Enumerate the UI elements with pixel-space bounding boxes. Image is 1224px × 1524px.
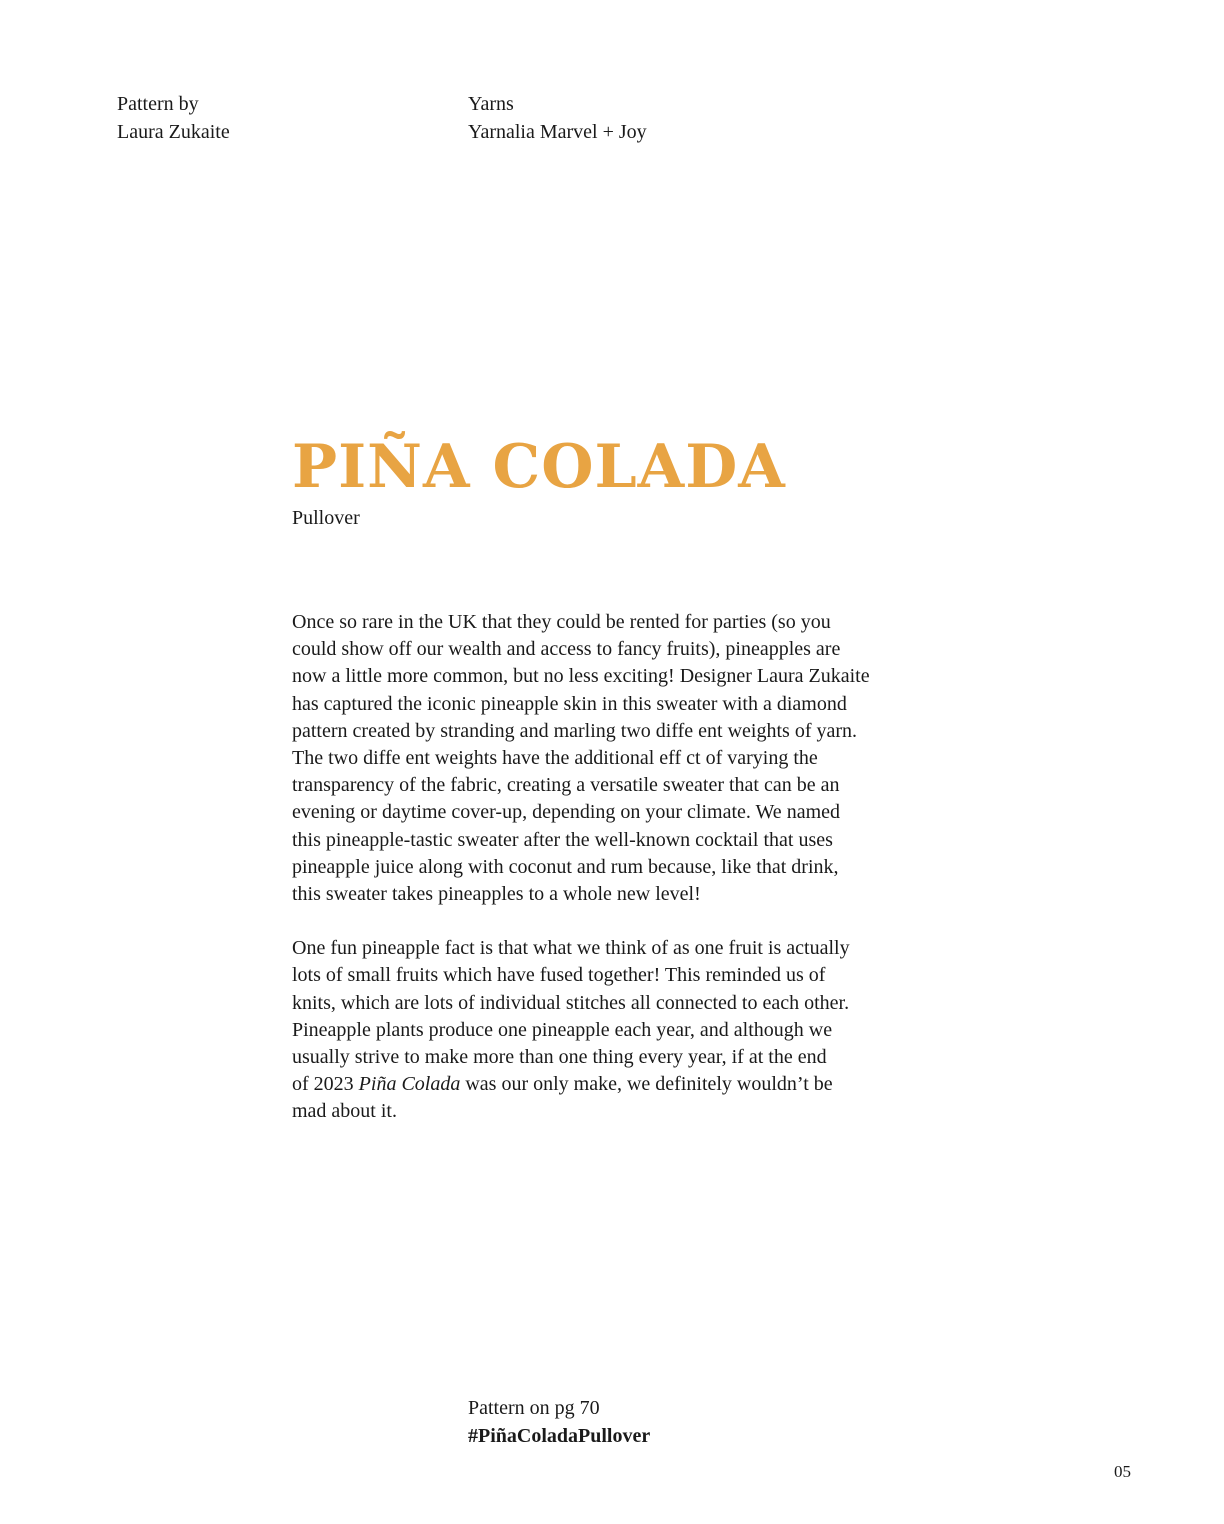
pattern-page-ref: Pattern on pg 70	[468, 1397, 600, 1419]
hashtag: #PiñaColadaPullover	[468, 1425, 651, 1447]
paragraph-2-text-end: was our only make, we definitely wouldn’t be mad about it.	[292, 1073, 833, 1123]
pattern-by-label: Pattern by	[117, 93, 199, 115]
designer-name: Laura Zukaite	[117, 121, 230, 143]
yarns-label: Yarns	[468, 93, 514, 115]
article-body	[292, 609, 972, 1126]
paragraph-1: Once so rare in the UK that they could be rented for parties (so you could show off our wealth and access to fancy fruits), pineapples are now a little more common, but no less exciting! Designer Laura Zukaite has captured the iconic pineapple skin in this sweater with a diamond pattern created by stranding and marling two diffe ent weights of yarn. The two diffe ent weights have the additional eff ct of varying the transparency of the fabric, creating a versatile sweater that can be an evening or daytime cover-up, depending on your climate. We named this pineapple-tastic sweater after the well-known cocktail that uses pineapple juice along with coconut and rum because, like that drink, this sweater takes pineapples to a whole new level!	[292, 611, 870, 906]
paragraph-2-text-start: One fun pineapple fact is that what we think of as one fruit is actually lots of small fruits which have fused together! This reminded us of knits, which are lots of individual stitches all connected to each other. Pineapple plants produce one pineapple each year, and although we usually strive to make more than one thing every year, if at the end of 2023	[292, 937, 850, 1096]
pattern-credit	[117, 90, 230, 146]
page-title: PIÑA COLADA	[292, 432, 786, 502]
page-number: 05	[1114, 1462, 1131, 1481]
page-subtitle: Pullover	[292, 507, 360, 529]
yarns-name: Yarnalia Marvel + Joy	[468, 121, 647, 143]
pattern-reference	[468, 1394, 650, 1450]
yarns-credit	[468, 90, 647, 146]
title-block	[292, 432, 786, 532]
paragraph-2	[292, 935, 972, 1125]
paragraph-2-italic-title: Piña Colada	[358, 1073, 461, 1096]
